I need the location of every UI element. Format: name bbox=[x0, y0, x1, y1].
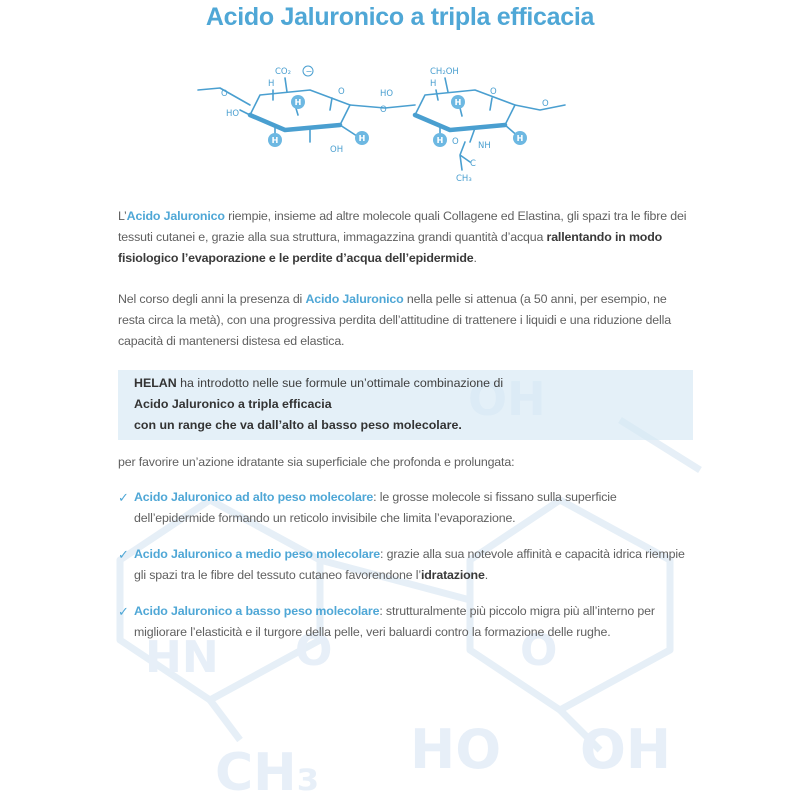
molecule-right-tail bbox=[515, 105, 565, 110]
oh-label: OH bbox=[330, 145, 344, 155]
molecule-ch2oh-bond bbox=[445, 78, 448, 92]
watermark-hn: HN bbox=[145, 632, 219, 683]
watermark-ho: HO bbox=[410, 718, 502, 781]
molecular-weight-list bbox=[118, 487, 696, 658]
o-label: O bbox=[542, 99, 549, 109]
highlight-term: Acido Jaluronico a basso peso molecolare bbox=[134, 604, 380, 618]
watermark-oh-bottom: OH bbox=[580, 718, 672, 781]
o-label: O bbox=[221, 89, 228, 99]
h-label: H bbox=[358, 134, 366, 143]
molecule-left-ring-thick bbox=[250, 115, 340, 130]
list-item bbox=[118, 487, 696, 529]
h-label: H bbox=[516, 134, 524, 143]
nh-label: NH bbox=[478, 141, 491, 151]
list-item bbox=[118, 601, 696, 643]
bold-phrase: idratazione bbox=[420, 568, 485, 582]
text-span: L’ bbox=[118, 209, 127, 223]
callout-text bbox=[134, 373, 503, 436]
h-label: H bbox=[430, 79, 437, 89]
highlight-term: Acido Jaluronico bbox=[305, 292, 404, 306]
h-label: H bbox=[268, 79, 275, 89]
watermark-ch3: CH₃ bbox=[215, 743, 320, 800]
highlight-term: Acido Jaluronico ad alto peso molecolare bbox=[134, 490, 374, 504]
molecule-right-h-bonds bbox=[436, 90, 520, 142]
text-span: : strutturalmente più piccolo migra più all’interno per migliorare l’elasticità e il turgore della pelle, veri baluardi contro la formazione delle rughe. bbox=[134, 604, 655, 639]
text-span: : grazie alla sua notevole affinità e capacità idrica riempie gli spazi tra le fibre del tessuto cutaneo favorendone l’ bbox=[134, 547, 685, 582]
watermark-o-right: O bbox=[520, 625, 558, 676]
ho-label: HO bbox=[226, 109, 240, 119]
co2-label: CO₂ bbox=[275, 67, 292, 77]
text-span: Nel corso degli anni la presenza di bbox=[118, 292, 306, 306]
hyaluronic-acid-molecule-diagram bbox=[190, 50, 610, 190]
molecule-co2-bond bbox=[285, 78, 287, 92]
h-label: H bbox=[436, 136, 444, 145]
molecule-acetyl-bonds bbox=[460, 142, 470, 170]
o-label: O bbox=[338, 87, 345, 97]
ho-label: HO bbox=[380, 89, 394, 99]
check-icon: ✓ bbox=[118, 604, 129, 619]
list-item bbox=[118, 544, 696, 586]
text-span: . bbox=[484, 568, 489, 582]
o-label: O bbox=[490, 87, 497, 97]
text-span: riempie, insieme ad altre molecole quali Collagene ed Elastina, gli spazi tra le fibre dei tessuti cutanei e, grazie alla sua struttura, immagazzina grandi quantità d’acqua bbox=[118, 209, 687, 244]
ch2oh-label: CH₂OH bbox=[430, 67, 459, 77]
intro-paragraph bbox=[118, 206, 696, 269]
check-icon: ✓ bbox=[118, 490, 129, 505]
page-title: Acido Jaluronico a tripla efficacia bbox=[205, 3, 595, 31]
highlight-term: Acido Jaluronico bbox=[126, 209, 225, 223]
molecule-ho-bond bbox=[240, 110, 250, 115]
callout-line-3: con un range che va dall’alto al basso peso molecolare. bbox=[134, 418, 462, 432]
watermark-o-left: O bbox=[295, 625, 333, 676]
highlight-term: Acido Jaluronico a medio peso molecolare bbox=[134, 547, 381, 561]
molecule-right-ring-thick bbox=[415, 115, 505, 130]
h-label: H bbox=[271, 136, 279, 145]
check-icon: ✓ bbox=[118, 547, 129, 562]
text-span: : le grosse molecole si fissano sulla superficie dell’epidermide formando un reticolo invisibile che limita l’evaporazione. bbox=[134, 490, 617, 525]
aging-paragraph bbox=[118, 289, 696, 352]
h-label: H bbox=[454, 98, 462, 107]
callout-line-2: Acido Jaluronico a tripla efficacia bbox=[134, 397, 332, 411]
o-label: O bbox=[452, 137, 459, 147]
helan-callout-box bbox=[118, 370, 693, 440]
h-label: H bbox=[294, 98, 302, 107]
minus-sign: − bbox=[305, 67, 313, 76]
molecule-h-bonds bbox=[273, 90, 360, 142]
text-span: . bbox=[473, 251, 477, 265]
benefit-intro-paragraph: per favorire un’azione idratante sia superficiale che profonda e prolungata: bbox=[118, 455, 515, 469]
callout-line-1: ha introdotto nelle sue formule un’ottimale combinazione di bbox=[176, 376, 504, 390]
ch3-label: CH₃ bbox=[456, 174, 472, 184]
text-span: nella pelle si attenua (a 50 anni, per esempio, ne resta circa la metà), con una progressiva perdita dell’attitudine di trattenere i liquidi e una riduzione della capacità di mantenersi distesa ed elastica. bbox=[118, 292, 671, 348]
bold-phrase: rallentando in modo fisiologico l’evaporazione e le perdite d’acqua dell’epidermide bbox=[118, 230, 663, 265]
c-label: C bbox=[470, 159, 476, 169]
brand-name: HELAN bbox=[134, 376, 177, 390]
o-label: O bbox=[380, 105, 387, 115]
